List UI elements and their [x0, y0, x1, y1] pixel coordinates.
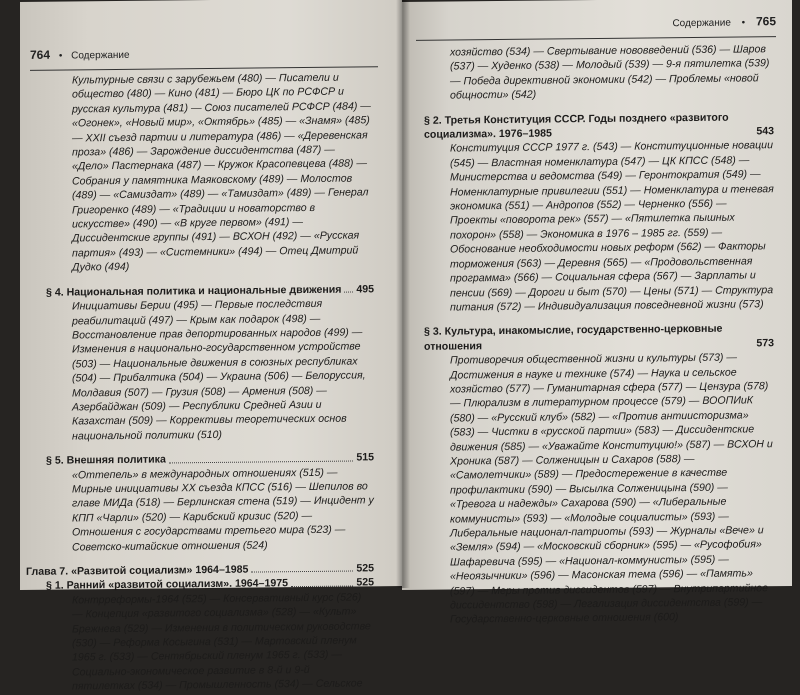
subtopics-list: Конституция СССР 1977 г. (543) — Конституционные новации (545) — Властная номенклатура (547) — ЦК КПСС (548) — Министерства и ведомства (549) — Геронтократия (549) — Номенклатурные привилегии (551) — Номенклатура и теневая экономика (551) — Андропов (552) — Черненко (556) — Проекты «поворота рек» (557) — «Пятилетка пышных похорон» (558) — Экономика в 1976 – 1985 гг. (559) — Обоснование необходимости новых реформ (562) — Факторы торможения (563) — Деревня (565) — «Продовольственная программа» (566) — Социальная сфера (567) — Зарплаты и пенсии (569) — Дороги и быт (570) — Цены (571) — Структура питания (572) — Индивидуализация повседневной жизни (573) — [450, 139, 774, 314]
heading-page-number: 515 — [356, 451, 374, 464]
heading-title: § 2. Третья Конституция СССР. Годы позднего «развитого социализма». 1976–1985 — [424, 111, 729, 141]
header-section-title: Содержание — [71, 49, 130, 62]
page-number: 765 — [755, 14, 776, 29]
dot-leader — [291, 585, 353, 587]
dot-leader — [344, 292, 353, 293]
subtopics-list: «Оттепель» в международных отношениях (515) — Мирные инициативы XX съезда КПСС (516) — Шепилов во главе МИДа (518) — Берлинская стена (519) — Инцидент у КПП «Чарли» (520) — Карибский кризис (520) — Отношения с государствами третьего мира (523) — Советско-китайские отношения (524) — [72, 466, 374, 554]
heading-title: § 3. Культура, инакомыслие, государственно-церковные отношения — [424, 322, 723, 353]
left-page — [20, 0, 402, 693]
running-header — [30, 44, 378, 71]
subtopics-list: хозяйство (534) — Свертывание нововведений (536) — Шаров (537) — Худенко (538) — Молодый (539) — 9-я пятилетка (539) — Победа директивной экономики (542) — Проблемы «новой общности» (542) — [450, 43, 770, 102]
heading-page-number: 525 — [356, 562, 374, 575]
heading-page-number: 525 — [356, 576, 374, 589]
page-number: 764 — [30, 47, 51, 62]
section-heading — [424, 321, 774, 353]
toc-column — [26, 70, 374, 694]
book-gutter — [396, 0, 410, 588]
dot-leader — [169, 460, 353, 463]
heading-title: Глава 7. «Развитой социализм» 1964–1985 — [26, 563, 249, 578]
header-bullet: • — [58, 50, 63, 62]
heading-page-number: 573 — [756, 336, 774, 350]
heading-title: § 1. Ранний «развитой социализм». 1964–1975 — [46, 577, 289, 593]
subtopics-list: Инициативы Берии (495) — Первые последствия реабилитаций (497) — Крым как подарок (498) — Восстановление прав депортированных народов (499) — Изменения в национально-государственном устройстве (503) — Национальные движения в союзных республиках (504) — Прибалтика (504) — Украина (506) — Белоруссия, Молдавия (507) — Грузия (508) — Армения (508) — Азербайджан (509) — Республики Средней Азии и Казахстан (509) — Коррективы теоретических основ национальной политики (510) — [72, 297, 366, 443]
header-bullet: • — [741, 17, 746, 29]
heading-page-number: 495 — [356, 282, 374, 296]
subtopics-list: Противоречия общественной жизни и культуры (573) — Достижения в науке и технике (574) — Наука и сельское хозяйство (577) — Гуманитарная сфера (577) — Цензура (578) — Плюрализм в литературном процессе (579) — ВООПИиК (580) — «Русский клуб» (582) — «Против антиисторизма» (583) — Чистки в «русской партии» (583) — Диссидентские движения (585) — «Уважайте Конституцию!» (587) — ВСХОН и Хроника (587) — Солженицын и Сахаров (588) — «Самолетчики» (589) — Предостережение в качестве профилактики (590) — Высылка Солженицына (590) — «Тревога и надежды» Сахарова (590) — «Либеральные коммунисты» (593) — «Молодые социалисты» (593) — Либеральные национал-патриоты (593) — Журналы «Вече» и «Земля» (594) — «Московский сборник» (595) — «Русофобия» Шафаревича (595) — «Национал-коммунисты» (595) — «Неоязычники» (596) — Масонская тема (596) — «Память» (597) — Меры против диссидентов (597) — Внутрипартийное диссидентство (598) — Легализация диссидентства (599) — Государственно-церковные отношения (600) — [450, 351, 773, 626]
header-section-title: Содержание — [672, 17, 731, 30]
heading-title: § 5. Внешняя политика — [46, 453, 166, 467]
running-header — [416, 14, 776, 41]
dot-leader — [251, 571, 353, 573]
heading-page-number: 543 — [756, 125, 774, 138]
right-page — [402, 0, 792, 626]
subtopics-list: Культурные связи с зарубежьем (480) — Писатели и общество (480) — Кино (481) — Бюро ЦК по РСФСР и русская культура (481) — Союз писателей РСФСР (484) — «Огонек», «Новый мир», «Октябрь» (485) — «Знамя» (485) — XXII съезд партии и литература (486) — «Деревенская проза» (486) — Зарождение диссидентства (487) — «Дело» Пастернака (487) — Кружок Красопевцева (488) — Собрания у памятника Маяковскому (489) — Молостов (489) — «Самиздат» (489) — «Тамиздат» (489) — Генерал Григоренко (489) — «Традиции и новаторство в искусстве» (490) — «В круге первом» (491) — Диссидентские группы (491) — ВСХОН (492) — «Русская партия» (493) — «Системники» (494) — Отец Дмитрий Дудко (494) — [72, 71, 371, 274]
section-heading — [424, 110, 774, 142]
heading-title: § 4. Национальная политика и национальные движения — [46, 283, 342, 299]
subtopics-list: Контрреформы-1964 (525) — Консервативный курс (526) — Концепция «развитого социализма» (528) — «Культ» Брежнева (529) — Изменения в политическом руководстве (530) — Реформа Косыгина (531) — Мартовский пленум 1965 г. (533) — Сентябрьский пленум 1965 г. (533) — Социально-экономическое развитие в 8-й и 9-й пятилетках (534) — Промышленность (534) — Сельское — [72, 591, 371, 693]
toc-column — [424, 42, 774, 627]
